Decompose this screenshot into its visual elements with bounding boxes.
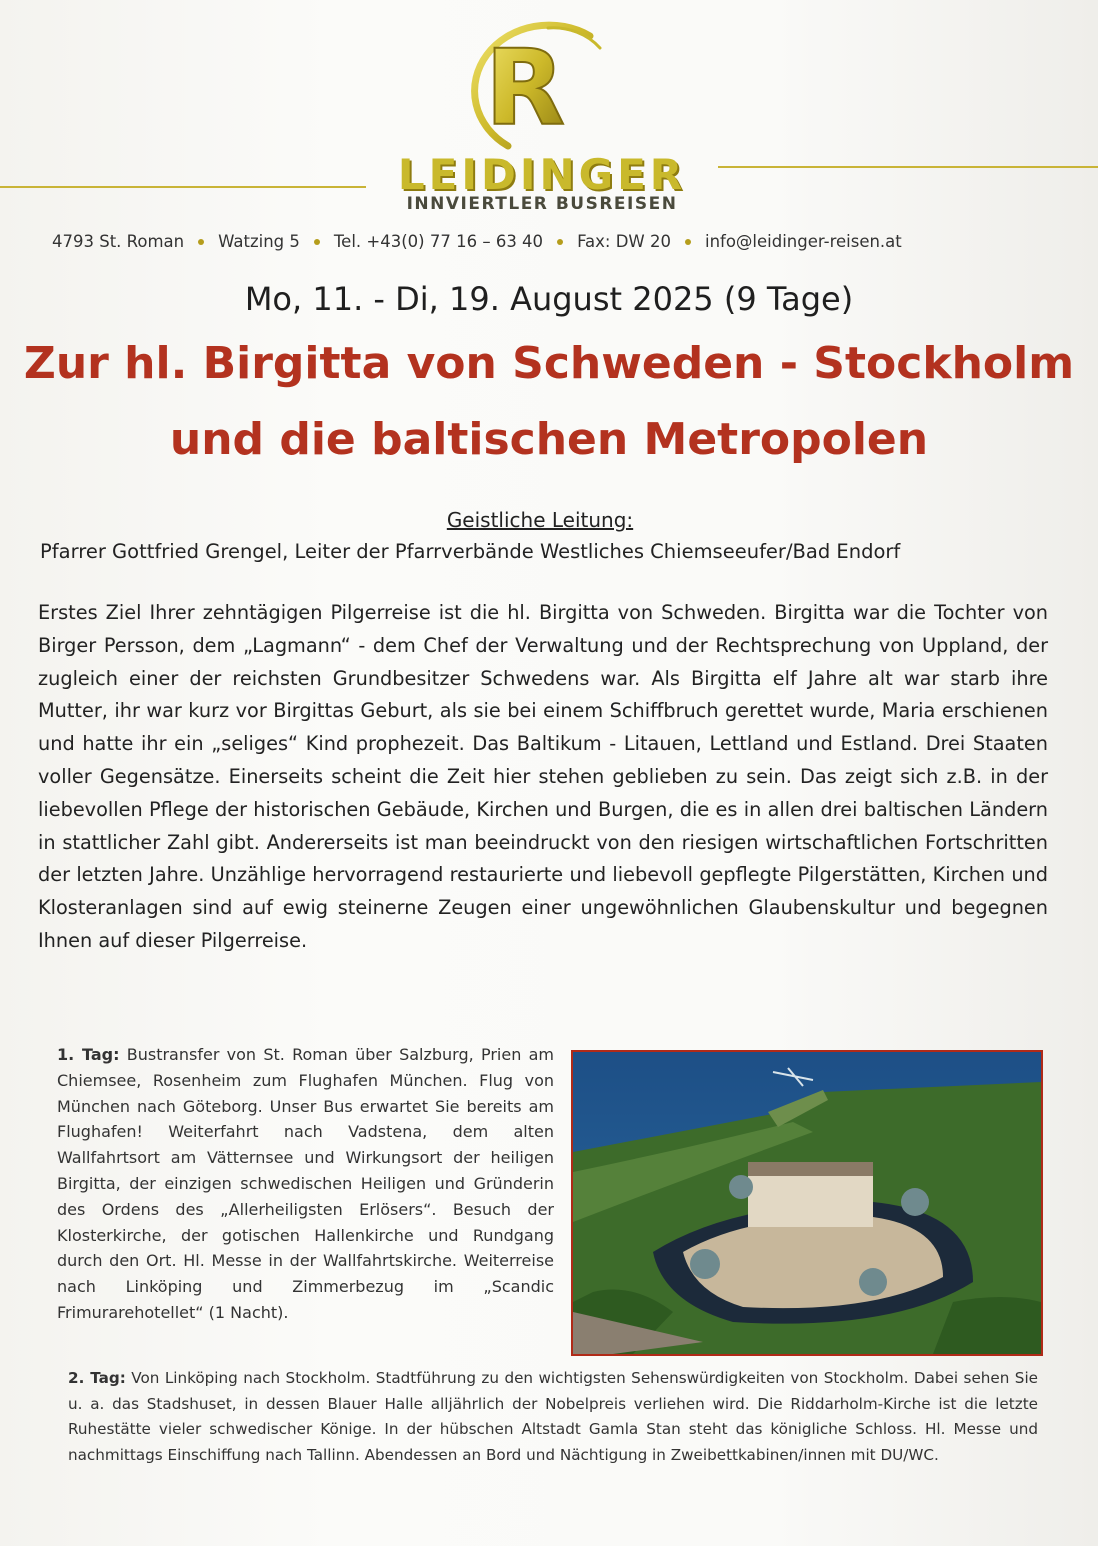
intro-paragraph: Erstes Ziel Ihrer zehntägigen Pilgerreise ist die hl. Birgitta von Schweden. Birgitta war die Tochter von Birger Persson, dem „Lagmann“ - dem Chef der Verwaltung und der Rechtsprechung von Uppland, der zugleich einer der reichsten Grundbesitzer Schwedens war. Als Birgitta elf Jahre alt war starb ihre Mutter, ihr war kurz vor Birgittas Geburt, als sie bei einem Schiffbruch gerettet wurde, Maria erschienen und hatte ihr ein „seliges“ Kind prophezeit. Das Baltikum - Litauen, Lettland und Estland. Drei Staaten voller Gegensätze. Einerseits scheint die Zeit hier stehen geblieben zu sein. Das zeigt sich z.B. in der liebevollen Pflege der historischen Gebäude, Kirchen und Burgen, die es in allen drei baltischen Ländern in stattlicher Zahl gibt. Andererseits ist man beeindruckt von den riesigen wirtschaftlichen Fortschritten der letzten Jahre. Unzählige hervorragend restaurierte und liebevoll gepflegte Pilgerstätten, Kirchen und Klosteranlagen sind auf ewig steinerne Zeugen einer ungewöhnlichen Glaubenskultur und begegnen Ihnen auf dieser Pilgerreise. <box>38 601 1048 952</box>
day-2-label: 2. Tag: <box>68 1369 126 1387</box>
vadstena-castle-photo <box>571 1050 1043 1356</box>
leidinger-logo-icon <box>430 14 620 154</box>
bullet-icon <box>314 239 320 245</box>
brand-name: LEIDINGER <box>397 150 687 199</box>
bullet-icon <box>198 239 204 245</box>
leadership-heading: Geistliche Leitung: <box>446 508 634 532</box>
contact-email: info@leidinger-reisen.at <box>704 232 902 251</box>
leadership-text: Pfarrer Gottfried Grengel, Leiter der Pfarrverbände Westliches Chiemseeufer/Bad Endorf <box>40 540 901 563</box>
header-rule-right <box>718 166 1098 168</box>
trip-title-line1: Zur hl. Birgitta von Schweden - Stockholm <box>23 338 1075 389</box>
day-1-text: Bustransfer von St. Roman über Salzburg, Prien am Chiemsee, Rosenheim zum Flughafen München. Flug von München nach Göteborg. Unser Bus erwartet Sie bereits am Flughafen! Weiterfahrt nach Vadstena, dem alten Wallfahrtsort am Vätternsee und Wirkungsort der heiligen Birgitta, der einzigen schwedischen Heiligen und Gründerin des Ordens des „Allerheiligsten Erlösers“. Besuch der Klosterkirche, der gotischen Hallenkirche und Rundgang durch den Ort. Hl. Messe in der Wallfahrtskirche. Weiterreise nach Linköping und Zimmerbezug im „Scandic Frimurarehotellet“ (1 Nacht). <box>57 1045 555 1322</box>
trip-date: Mo, 11. - Di, 19. August 2025 (9 Tage) <box>244 280 854 318</box>
contact-phone: Tel. +43(0) 77 16 – 63 40 <box>333 232 544 251</box>
bullet-icon <box>685 239 691 245</box>
logo-monogram: R <box>484 27 566 149</box>
day-1-label: 1. Tag: <box>57 1045 120 1064</box>
contact-address-street: Watzing 5 <box>218 232 300 251</box>
day-1-description <box>57 1042 554 1326</box>
contact-line <box>52 232 1052 251</box>
header-rule-left <box>0 186 366 188</box>
bullet-icon <box>557 239 563 245</box>
day-2-text: Von Linköping nach Stockholm. Stadtführung zu den wichtigsten Sehenswürdigkeiten von Stockholm. Dabei sehen Sie u. a. das Stadshuset, in dessen Blauer Halle alljährlich der Nobelpreis verliehen wird. Die Riddarholm-Kirche ist die letzte Ruhestätte vieler schwedischer Könige. In der hübschen Altstadt Gamla Stan steht das königliche Schloss. Hl. Messe und nachmittags Einschiffung nach Tallinn. Abendessen an Bord und Nächtigung in Zweibettkabinen/innen mit DU/WC. <box>68 1369 1039 1464</box>
brand-subtitle: INNVIERTLER BUSREISEN <box>406 194 678 214</box>
castle-aerial-image <box>573 1052 1041 1354</box>
contact-fax: Fax: DW 20 <box>577 232 671 251</box>
trip-title-line2: und die baltischen Metropolen <box>169 414 929 465</box>
contact-address-town: 4793 St. Roman <box>52 232 185 251</box>
day-2-description <box>68 1366 1038 1468</box>
